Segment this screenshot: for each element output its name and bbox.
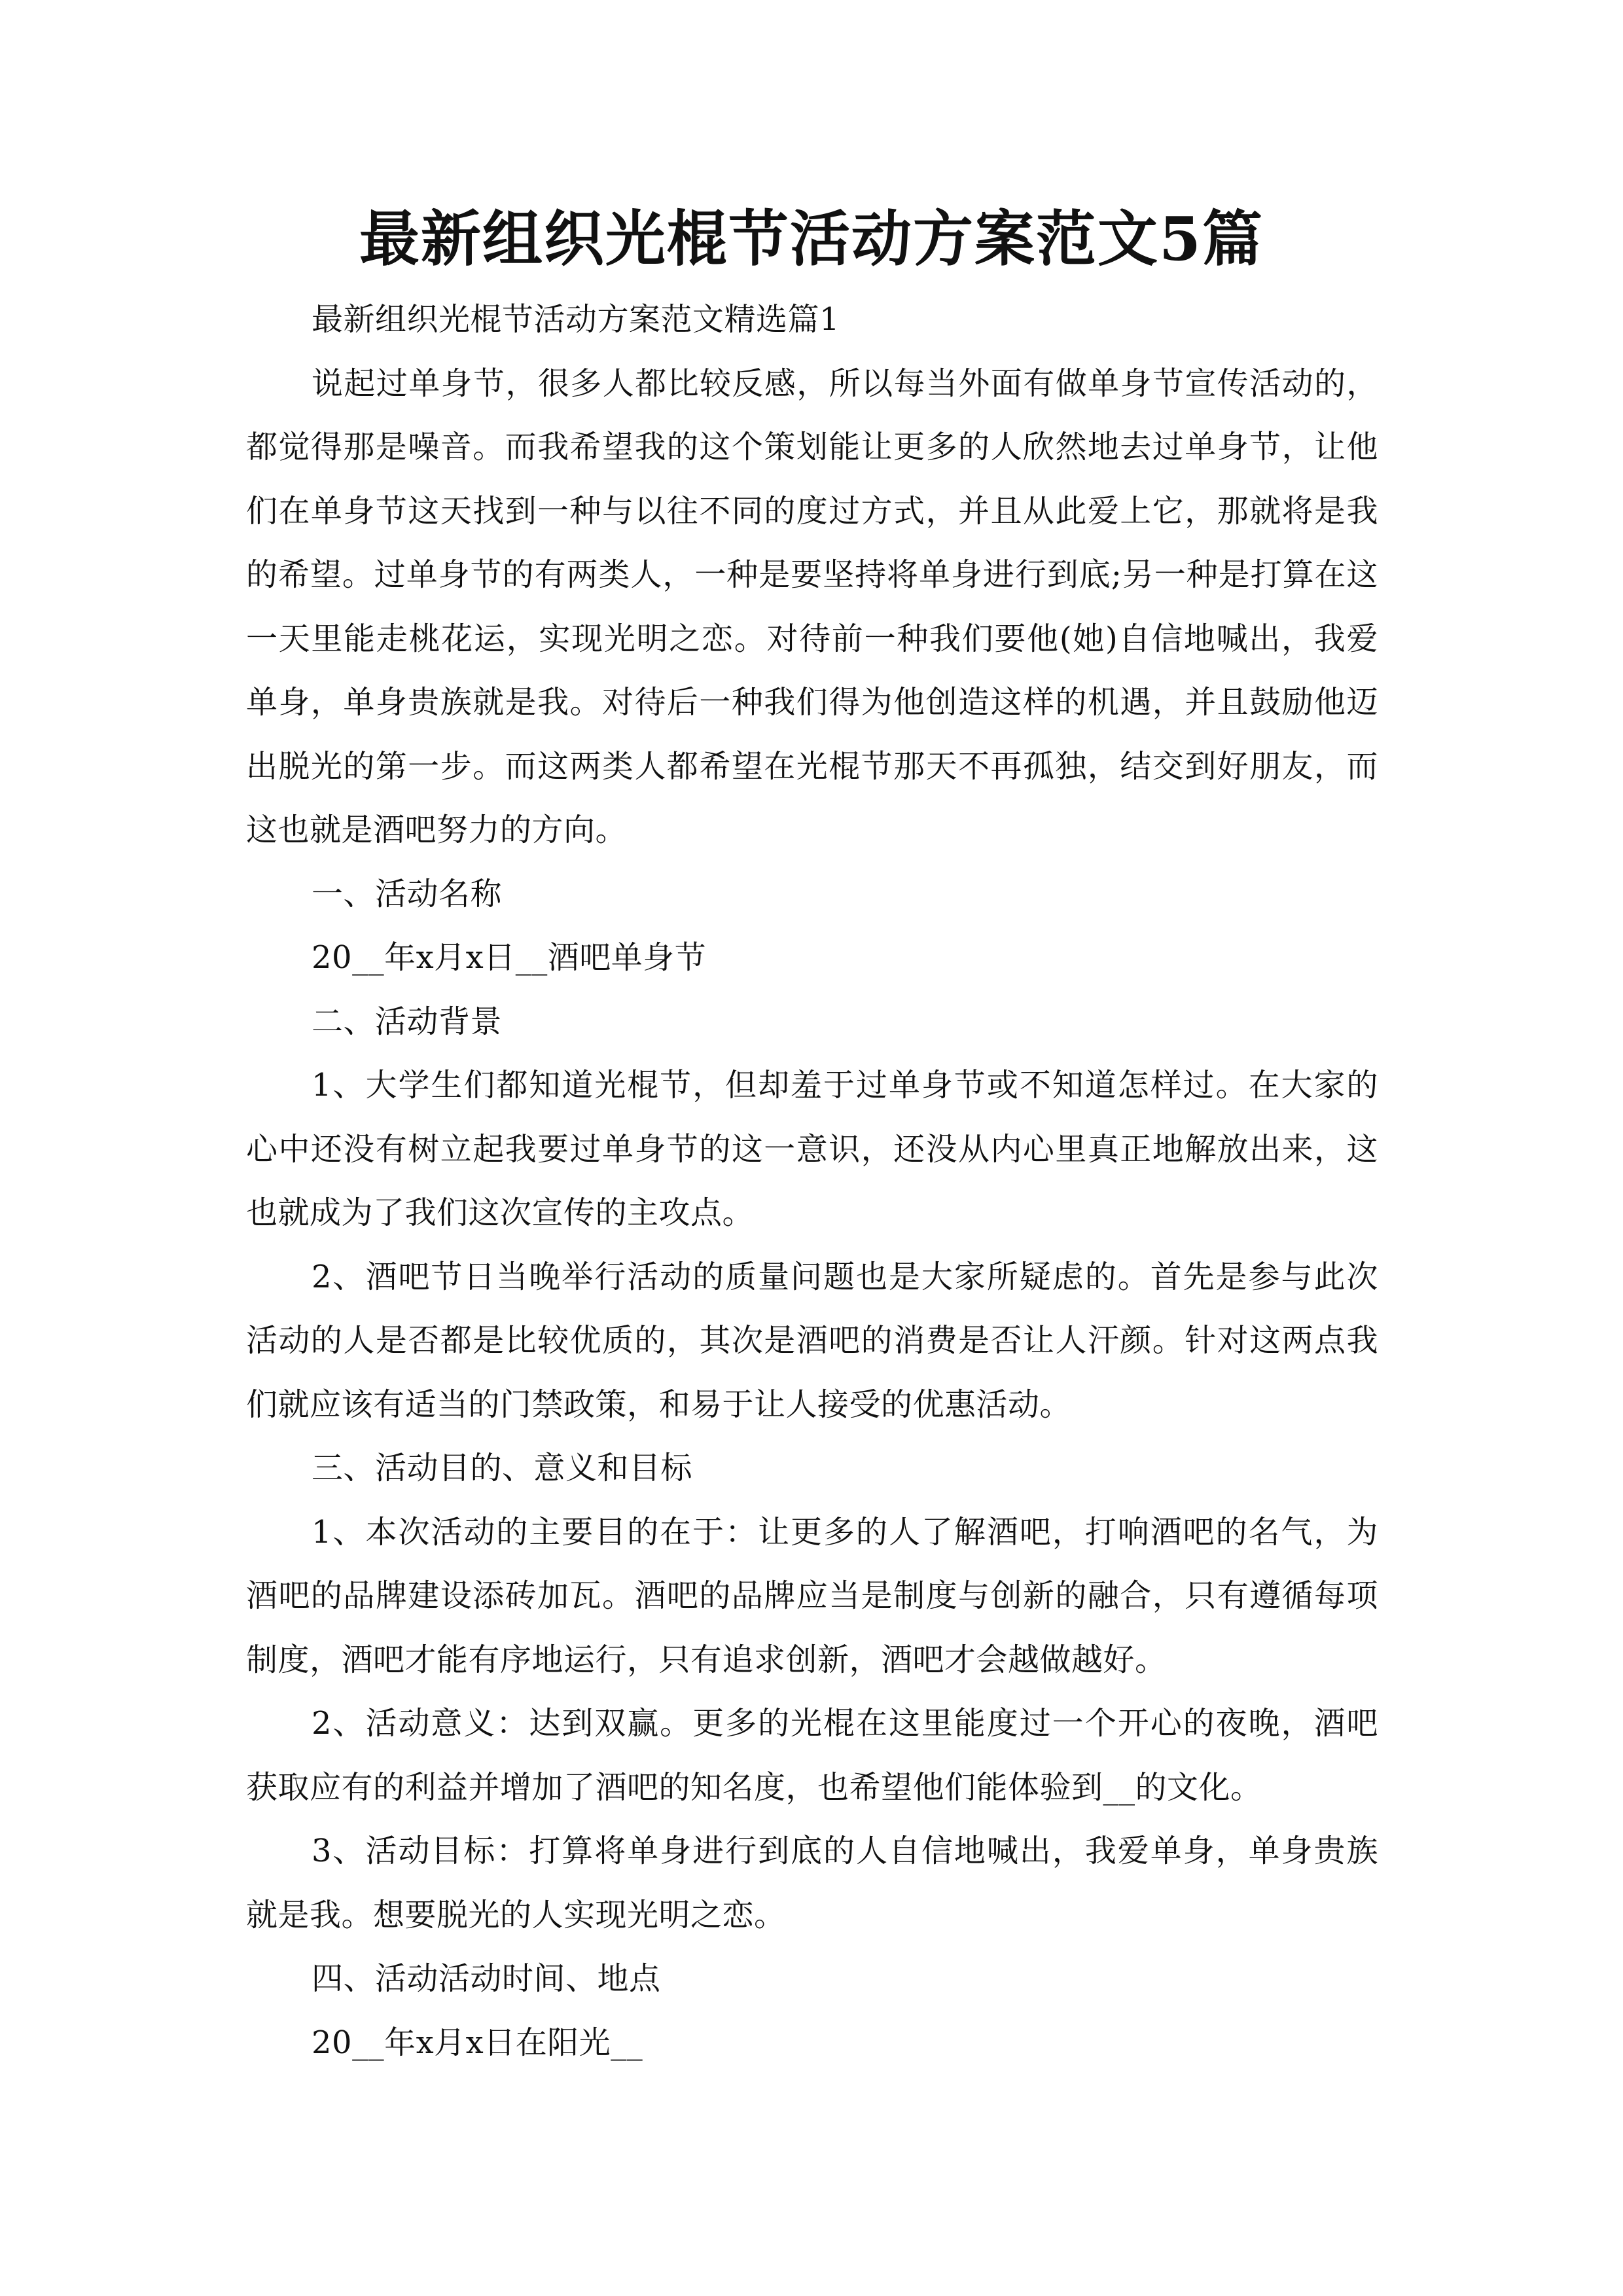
goals-point-3: 3、活动目标：打算将单身进行到底的人自信地喊出，我爱单身，单身贵族就是我。想要脱光的人实现光明之恋。 [246,1833,1378,1933]
document-title: 最新组织光棍节活动方案范文5篇 [359,204,1264,274]
goals-point-1: 1、本次活动的主要目的在于：让更多的人了解酒吧，打响酒吧的名气，为酒吧的品牌建设添砖加瓦。酒吧的品牌应当是制度与创新的融合，只有遵循每项制度，酒吧才能有序地运行，只有追求创新，酒吧才会越做越好。 [246,1513,1378,1678]
background-point-1: 1、大学生们都知道光棍节，但却羞于过单身节或不知道怎样过。在大家的心中还没有树立起我要过单身节的这一意识，还没从内心里真正地解放出来，这也就成为了我们这次宣传的主攻点。 [246,1067,1378,1231]
heading-activity-goals: 三、活动目的、意义和目标 [312,1450,693,1486]
section-subtitle: 最新组织光棍节活动方案范文精选篇1 [312,301,840,338]
heading-activity-background: 二、活动背景 [312,1003,503,1040]
heading-activity-name: 一、活动名称 [312,875,503,912]
activity-name-text: 20__年x月x日__酒吧单身节 [312,939,707,976]
time-location-text: 20__年x月x日在阳光__ [312,2024,643,2061]
goals-point-2: 2、活动意义：达到双赢。更多的光棍在这里能度过一个开心的夜晚，酒吧获取应有的利益并增加了酒吧的知名度，也希望他们能体验到__的文化。 [246,1705,1378,1806]
intro-paragraph: 说起过单身节，很多人都比较反感，所以每当外面有做单身节宣传活动的，都觉得那是噪音。而我希望我的这个策划能让更多的人欣然地去过单身节，让他们在单身节这天找到一种与以往不同的度过方式，并且从此爱上它，那就将是我的希望。过单身节的有两类人，一种是要坚持将单身进行到底;另一种是打算在这一天里能走桃花运，实现光明之恋。对待前一种我们要他(她)自信地喊出，我爱单身，单身贵族就是我。对待后一种我们得为他创造这样的机遇，并且鼓励他迈出脱光的第一步。而这两类人都希望在光棍节那天不再孤独，结交到好朋友，而这也就是酒吧努力的方向。 [246,365,1378,848]
heading-time-location: 四、活动活动时间、地点 [312,1960,661,1997]
document-body [246,288,1378,2075]
background-point-2: 2、酒吧节日当晚举行活动的质量问题也是大家所疑虑的。首先是参与此次活动的人是否都是比较优质的，其次是酒吧的消费是否让人汗颜。针对这两点我们就应该有适当的门禁政策，和易于让人接受的优惠活动。 [246,1258,1378,1423]
